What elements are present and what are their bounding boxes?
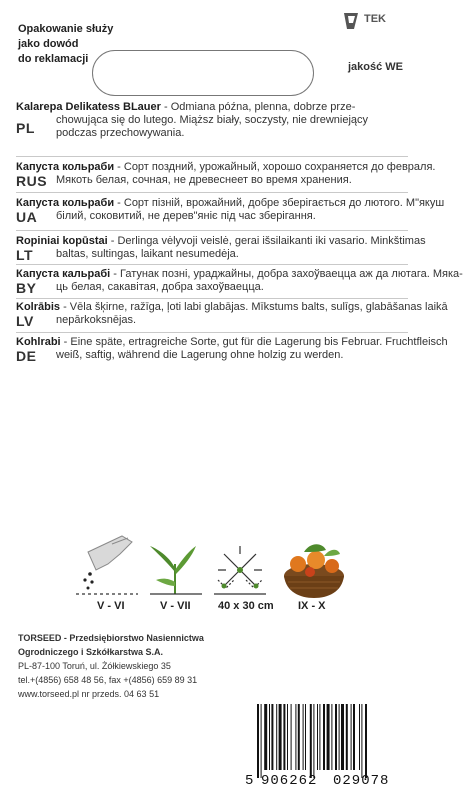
description-ua xyxy=(16,197,445,225)
barcode-bar xyxy=(353,704,355,770)
seedling-icon xyxy=(150,546,202,594)
barcode-bar xyxy=(346,704,348,770)
notice-line: jako dowód xyxy=(18,38,79,50)
barcode-digit-first: 5 xyxy=(245,773,254,789)
barcode-bar xyxy=(279,704,282,770)
barcode-bar xyxy=(303,704,304,770)
pl-line2: chowująca się do lutego. Miąższ biały, soczysty, nie drewniejący xyxy=(56,114,369,126)
notice-line: do reklamacji xyxy=(18,53,89,65)
company-desc1: - Przedsiębiorstwo Nasiennictwa xyxy=(61,633,204,643)
de-line2: weiß, saftig, während die Lagerung ohne holzig zu werden. xyxy=(56,349,344,361)
barcode-bar xyxy=(341,704,344,770)
sowing-hand-icon xyxy=(76,536,138,594)
barcode-bar xyxy=(264,704,267,770)
barcode-group2: 029078 xyxy=(333,773,390,789)
lang-code-pl: PL xyxy=(16,120,35,136)
lv-line1: - Vēla šķirne, ražīga, ļoti labi glabājas. Mīkstums balts, sulīgs, glabāšanas laikā xyxy=(60,301,448,313)
barcode-group1: 906262 xyxy=(261,773,318,789)
description-lv xyxy=(16,301,448,329)
barcode-bar xyxy=(319,704,320,770)
barcode-bar xyxy=(298,704,300,770)
company-address: PL-87-100 Toruń, ul. Żółkiewskiego 35 xyxy=(18,661,171,671)
barcode-bar xyxy=(323,704,325,770)
plant-spacing: 40 x 30 cm xyxy=(218,600,274,612)
lt-line2: baltas, sultingas, laikant nesumedėja. xyxy=(56,248,239,260)
sowing-period: V - VI xyxy=(97,600,125,612)
barcode-bar xyxy=(310,704,312,778)
pl-line3: podczas przechowywania. xyxy=(56,127,185,139)
harvest-period: IX - X xyxy=(298,600,326,612)
lang-code-rus: RUS xyxy=(16,173,48,189)
ean-barcode xyxy=(243,702,409,787)
rus-name: Капуста кольраби xyxy=(16,161,115,173)
barcode-bar xyxy=(269,704,270,770)
ua-name: Капуста кольраби xyxy=(16,197,115,209)
hanger-hole-outline xyxy=(92,50,314,96)
company-website: www.torseed.pl nr przeds. 04 63 51 xyxy=(18,689,160,699)
barcode-bar xyxy=(257,704,259,778)
description-rus xyxy=(16,161,436,189)
planting-period: V - VII xyxy=(160,600,191,612)
barcode-bar xyxy=(276,704,277,770)
lang-code-lv: LV xyxy=(16,313,34,329)
de-name: Kohlrabi xyxy=(16,336,61,348)
plant-spacing-icon xyxy=(214,546,266,594)
description-by xyxy=(16,268,463,296)
barcode-bar xyxy=(291,704,292,770)
separator xyxy=(16,230,408,231)
separator xyxy=(16,192,408,193)
company-desc2: Ogrodniczego i Szkółkarstwa S.A. xyxy=(18,647,164,657)
lang-code-ua: UA xyxy=(16,209,38,225)
separator xyxy=(16,332,408,333)
barcode-bar xyxy=(339,704,340,770)
lv-name: Kolrābis xyxy=(16,301,61,313)
pl-line1: - Odmiana późna, plenna, dobrze prze- xyxy=(160,101,356,113)
description-lt xyxy=(16,235,426,263)
company-phone: tel.+(4856) 658 48 56, fax +(4856) 659 89 31 xyxy=(18,675,198,685)
barcode-bar xyxy=(287,704,288,770)
by-line2: ць белая, сакавітая, добра захоўваецца. xyxy=(56,281,264,293)
notice-line: Opakowanie służy xyxy=(18,23,114,35)
barcode-bar xyxy=(351,704,352,770)
by-name: Капуста кальрабі xyxy=(16,268,111,280)
lt-line1: - Derlinga vėlyvoji veislė, gerai išsilaikanti iki vasario. Minkštimas xyxy=(107,235,426,247)
ua-line2: білий, соковитий, не дерев"яніє під час зберігання. xyxy=(56,210,316,222)
barcode-bar xyxy=(313,704,314,778)
harvest-basket-icon xyxy=(284,544,344,598)
lang-code-de: DE xyxy=(16,348,37,364)
barcode-bar xyxy=(365,704,367,778)
lt-name: Ropiniai kopūstai xyxy=(16,235,108,247)
company-name: TORSEED xyxy=(18,633,62,643)
barcode-bar xyxy=(271,704,273,770)
ua-line1: - Сорт пізній, врожайний, добре зберігається до лютого. М"якуш xyxy=(114,197,445,209)
description-de xyxy=(16,336,448,364)
barcode-bar xyxy=(359,704,360,770)
de-line1: - Eine späte, ertragreiche Sorte, gut für die Lagerung bis Februar. Fruchtfleisch xyxy=(60,336,448,348)
description-pl xyxy=(16,101,408,140)
company-info xyxy=(18,631,258,701)
barcode-bar xyxy=(295,704,296,770)
variety-title: Kalarepa Delikatess BLauer xyxy=(16,101,161,113)
barcode-bar xyxy=(261,704,262,778)
lv-line2: nepārkoksnējas. xyxy=(56,314,137,326)
rus-line2: Мякоть белая, сочная, не древеснеет во время хранения. xyxy=(56,174,352,186)
barcode-bar xyxy=(305,704,306,770)
separator xyxy=(16,264,408,265)
barcode-bar xyxy=(361,704,362,778)
barcode-bar xyxy=(283,704,285,770)
separator xyxy=(16,156,408,157)
quality-label: jakość WE xyxy=(348,61,404,73)
lang-code-by: BY xyxy=(16,280,37,296)
separator xyxy=(16,298,408,299)
tek-logo-text: TEK xyxy=(364,13,386,25)
barcode-bar xyxy=(335,704,337,770)
by-line1: - Гатунак позні, ураджайны, добра захоўваецца аж да лютага. Мяка- xyxy=(110,268,463,280)
barcode-bar xyxy=(327,704,330,770)
barcode-bar xyxy=(317,704,318,770)
rus-line1: - Сорт поздний, урожайный, хорошо сохраняется до февраля. xyxy=(114,161,436,173)
lang-code-lt: LT xyxy=(16,247,34,263)
barcode-bar xyxy=(331,704,332,770)
